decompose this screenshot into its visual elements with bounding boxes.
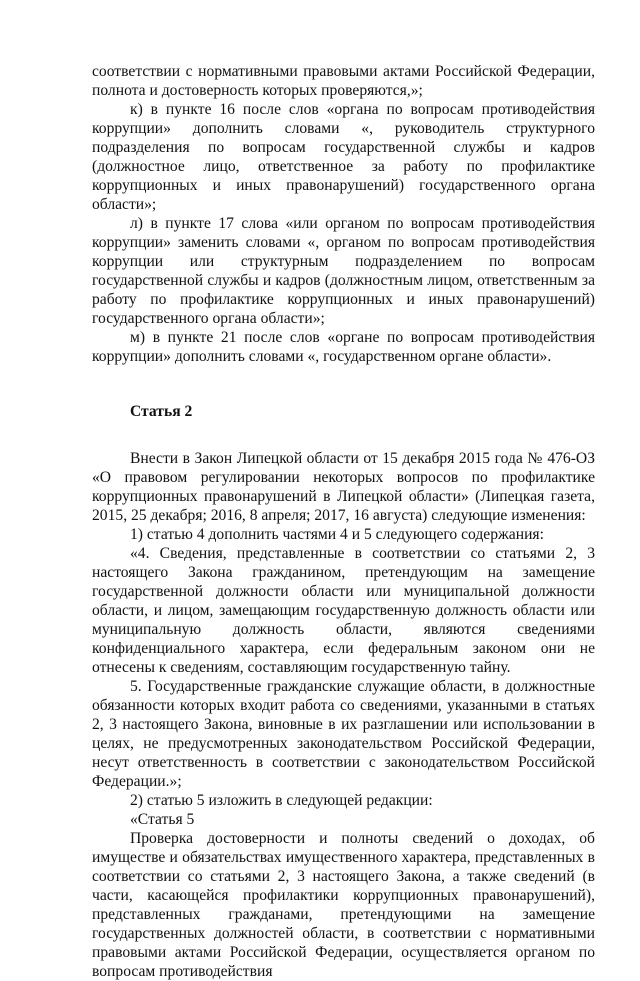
document-body	[92, 62, 595, 981]
article2-intro-paragraph: Внести в Закон Липецкой области от 15 декабря 2015 года № 476-ОЗ «О правовом регулировании некоторых вопросов по профилактике коррупционных правонарушений в Липецкой области» (Липецкая газета, 2015, 25 декабря; 2016, 8 апреля; 2017, 16 августа) следующие изменения:	[92, 450, 595, 524]
article5-title: «Статья 5	[130, 811, 195, 828]
article4-part5-text: 5. Государственные гражданские служащие области, в должностные обязанности которых входит работа со сведениями, указанными в статьях 2, 3 настоящего Закона, виновные в их разглашении или использовании в целях, не предусмотренных законодательством Российской Федерации, несут ответственность в соответствии с законодательством Российской Федерации.»;	[92, 678, 595, 790]
amendment-item-1: 1) статью 4 дополнить частями 4 и 5 следующего содержания:	[130, 526, 544, 543]
article4-part4-text: «4. Сведения, представленные в соответствии со статьями 2, 3 настоящего Закона гражданином, претендующим на замещение государственной должности области или муниципальной должности области, и лицом, замещающим государственную должность области или муниципальную должность области, являются сведениями конфиденциального характера, если федеральным законом они не отнесены к сведениям, составляющим государственную тайну.	[92, 545, 595, 676]
amendment-item-2: 2) статью 5 изложить в следующей редакции:	[130, 792, 433, 809]
article1-continuation-paragraph: соответствии с нормативными правовыми актами Российской Федерации, полнота и достоверность которых проверяются,»;	[92, 63, 595, 99]
spacer	[92, 421, 595, 449]
article5-text: Проверка достоверности и полноты сведений о доходах, об имуществе и обязательствах имущественного характера, представленных в соответствии со статьями 2, 3 настоящего Закона, а также сведений (в части, касающейся профилактики коррупционных правонарушений), представленных гражданами, претендующими на замещение государственных должностей области, в соответствии с нормативными правовыми актами Российской Федерации, осуществляется органом по вопросам противодействия	[92, 830, 595, 980]
article-2-heading: Статья 2	[130, 403, 193, 420]
amendment-item-m: м) в пункте 21 после слов «органе по вопросам противодействия коррупции» дополнить словами «, государственном органе области».	[92, 329, 595, 365]
spacer	[92, 366, 595, 402]
amendment-item-k: к) в пункте 16 после слов «органа по вопросам противодействия коррупции» дополнить словами «, руководитель структурного подразделения по вопросам государственной службы и кадров (должностное лицо, ответственное за работу по профилактике коррупционных и иных правонарушений) государственного органа области»;	[92, 101, 595, 213]
amendment-item-l: л) в пункте 17 слова «или органом по вопросам противодействия коррупции» заменить словами «, органом по вопросам противодействия коррупции или структурным подразделением по вопросам государственной службы и кадров (должностным лицом, ответственным за работу по профилактике коррупционных и иных правонарушений) государственного органа области»;	[92, 215, 595, 327]
